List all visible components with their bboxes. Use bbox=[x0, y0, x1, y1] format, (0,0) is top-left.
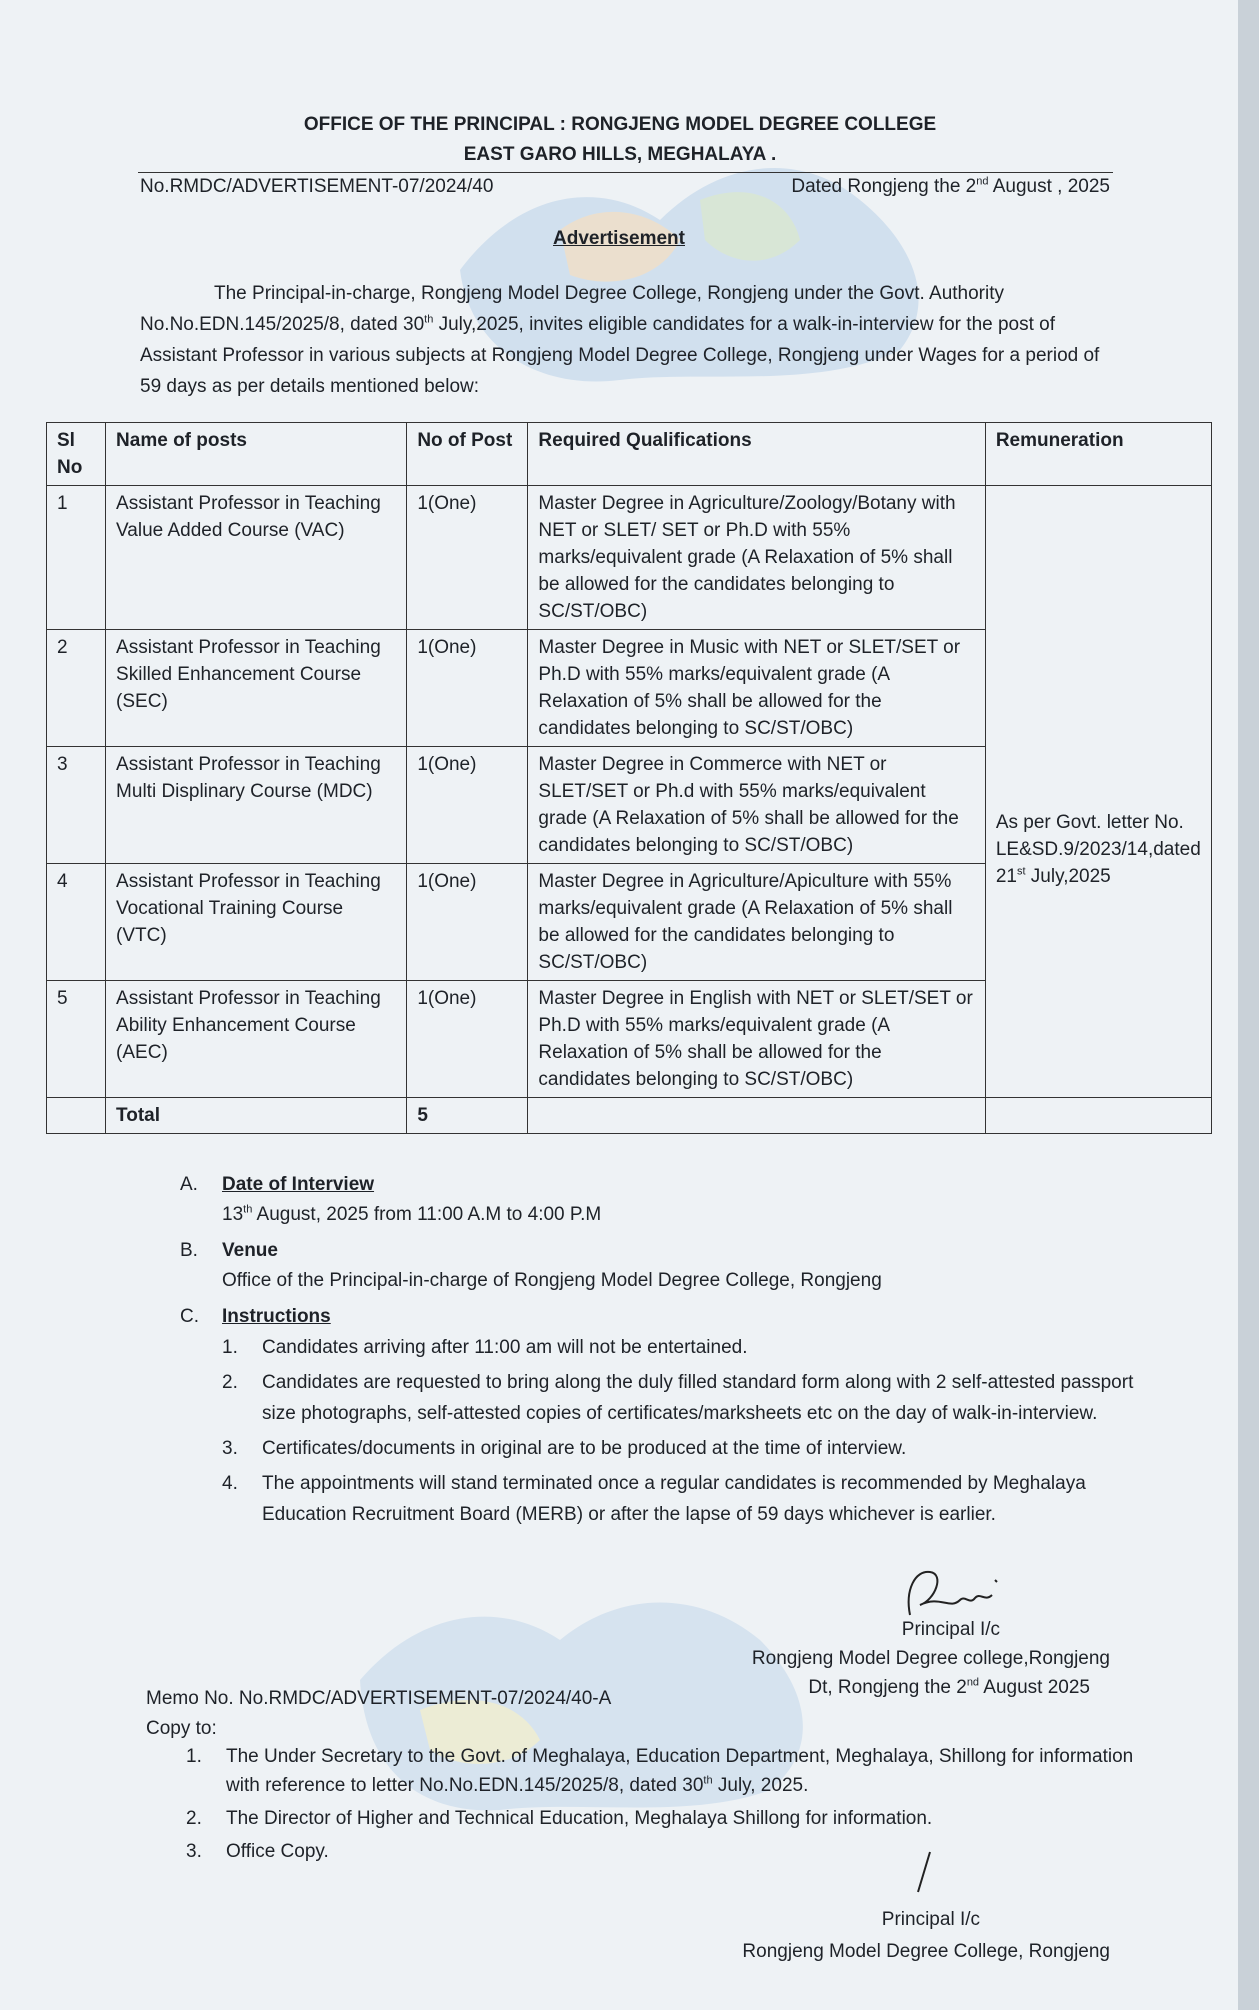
list-item: 3. Office Copy. bbox=[186, 1841, 329, 1862]
reference-date: Dated Rongjeng the 2nd August , 2025 bbox=[791, 175, 1110, 197]
signatory-date: Dt, Rongjeng the 2nd August 2025 bbox=[808, 1676, 1090, 1698]
posts-table bbox=[46, 422, 1212, 1134]
reference-line bbox=[140, 176, 1110, 198]
row-qualification: Master Degree in English with NET or SLET/SET or Ph.D with 55% marks/equivalent grade (A Relaxation of 5% shall be allowed for the candidates belonging to SC/ST/OBC) bbox=[528, 981, 985, 1098]
header-no-of-post: No of Post bbox=[407, 423, 528, 486]
total-value: 5 bbox=[407, 1098, 528, 1134]
copy-to-label: Copy to: bbox=[146, 1718, 217, 1739]
row-post-count: 1(One) bbox=[407, 981, 528, 1098]
signature-stroke-icon bbox=[908, 1848, 938, 1898]
signature-block-2 bbox=[620, 1904, 1110, 1968]
signatory-college-2: Rongjeng Model Degree College, Rongjeng bbox=[742, 1941, 1110, 1962]
intro-paragraph: The Principal-in-charge, Rongjeng Model Degree College, Rongjeng under the Govt. Authority No.No.EDN.145/2025/8, dated 30th July,2025, invites eligible candidates for a walk-in-interview for the post of Assistant Professor in various subjects at Rongjeng Model Degree College, Rongjeng under Wages for a period of 59 days as per details mentioned below: bbox=[140, 283, 1100, 397]
venue-title: Venue bbox=[222, 1240, 278, 1261]
list-item: 2. The Director of Higher and Technical Education, Meghalaya Shillong for information. bbox=[186, 1808, 933, 1829]
section-date: A. Date of Interview 13th August, 2025 from 11:00 A.M to 4:00 P.M bbox=[180, 1170, 1140, 1230]
list-item: 4. The appointments will stand terminated once a regular candidates is recommended by Meghalaya Education Recruitment Board (MERB) or after the lapse of 59 days whichever is earlier. bbox=[222, 1473, 1086, 1525]
table-total-row bbox=[47, 1098, 1212, 1134]
row-sl: 5 bbox=[47, 981, 106, 1098]
row-post-name: Assistant Professor in Teaching Skilled Enhancement Course (SEC) bbox=[106, 630, 407, 747]
signatory-title-2: Principal I/c bbox=[881, 1909, 980, 1930]
list-item: 1. Candidates arriving after 11:00 am will not be entertained. bbox=[222, 1337, 748, 1358]
total-label: Total bbox=[106, 1098, 407, 1134]
row-qualification: Master Degree in Commerce with NET or SLET/SET or Ph.d with 55% marks/equivalent grade (A Relaxation of 5% shall be allowed for the candidates belonging to SC/ST/OBC) bbox=[528, 747, 985, 864]
row-post-name: Assistant Professor in Teaching Multi Displinary Course (MDC) bbox=[106, 747, 407, 864]
interview-details bbox=[180, 1168, 1140, 1534]
row-post-count: 1(One) bbox=[407, 486, 528, 630]
header-name-of-posts: Name of posts bbox=[106, 423, 407, 486]
row-qualification: Master Degree in Agriculture/Zoology/Botany with NET or SLET/ SET or Ph.D with 55% marks/equivalent grade (A Relaxation of 5% shall be allowed for the candidates belonging to SC/ST/OBC) bbox=[528, 486, 985, 630]
row-sl: 2 bbox=[47, 630, 106, 747]
header-required-qualifications: Required Qualifications bbox=[528, 423, 985, 486]
signature-block-1 bbox=[650, 1615, 1110, 1702]
row-post-count: 1(One) bbox=[407, 630, 528, 747]
header-sl-no: Sl No bbox=[47, 423, 106, 486]
paper-edge bbox=[1238, 0, 1259, 2010]
section-venue: B. Venue Office of the Principal-in-charge of Rongjeng Model Degree College, Rongjeng bbox=[180, 1236, 1140, 1296]
row-sl: 4 bbox=[47, 864, 106, 981]
table-header-row bbox=[47, 423, 1212, 486]
section-instructions: C. Instructions 1. Candidates arriving after 11:00 am will not be entertained. 2. Candidates are requested to bring along the duly filled standard form along with 2 self-attested passport size photographs, self-attested copies of certificates/marksheets etc on the day of walk-in-interview. 3. Certificates/documents in original are to be produced at the time of interview. 4. The appointments will stand terminated once a regular candidates is recommended by Meghalaya Education Recruitment Board (MERB) or after the lapse of 59 days whichever is earlier. bbox=[180, 1302, 1140, 1534]
date-of-interview-title: Date of Interview bbox=[222, 1174, 375, 1195]
instructions-list bbox=[222, 1332, 1140, 1530]
signatory-college: Rongjeng Model Degree college,Rongjeng bbox=[751, 1648, 1110, 1669]
instructions-title: Instructions bbox=[222, 1306, 331, 1327]
signatory-title: Principal I/c bbox=[901, 1619, 1000, 1640]
table-row bbox=[47, 486, 1212, 630]
row-post-count: 1(One) bbox=[407, 747, 528, 864]
date-of-interview-text: 13th August, 2025 from 11:00 A.M to 4:00 P.M bbox=[222, 1203, 602, 1225]
list-item: 1. The Under Secretary to the Govt. of Meghalaya, Education Department, Meghalaya, Shillong for information with reference to letter No.No.EDN.145/2025/8, dated 30th July, 2025. bbox=[186, 1746, 1134, 1796]
header-remuneration: Remuneration bbox=[985, 423, 1211, 486]
office-header bbox=[130, 110, 1110, 170]
header-line-2: EAST GARO HILLS, MEGHALAYA . bbox=[463, 144, 777, 165]
header-rule bbox=[138, 172, 1113, 173]
row-sl: 1 bbox=[47, 486, 106, 630]
copy-to-list bbox=[186, 1742, 1146, 1870]
reference-number: No.RMDC/ADVERTISEMENT-07/2024/40 bbox=[140, 176, 494, 197]
list-item: 3. Certificates/documents in original are to be produced at the time of interview. bbox=[222, 1438, 907, 1459]
row-post-name: Assistant Professor in Teaching Vocational Training Course (VTC) bbox=[106, 864, 407, 981]
memo-block bbox=[146, 1684, 611, 1744]
list-item: 2. Candidates are requested to bring along the duly filled standard form along with 2 self-attested passport size photographs, self-attested copies of certificates/marksheets etc on the day of walk-in-interview. bbox=[222, 1372, 1134, 1424]
row-qualification: Master Degree in Music with NET or SLET/SET or Ph.D with 55% marks/equivalent grade (A Relaxation of 5% shall be allowed for the candidates belonging to SC/ST/OBC) bbox=[528, 630, 985, 747]
memo-number: Memo No. No.RMDC/ADVERTISEMENT-07/2024/40-A bbox=[146, 1688, 612, 1709]
row-post-name: Assistant Professor in Teaching Value Added Course (VAC) bbox=[106, 486, 407, 630]
venue-text: Office of the Principal-in-charge of Rongjeng Model Degree College, Rongjeng bbox=[222, 1270, 882, 1291]
row-post-name: Assistant Professor in Teaching Ability Enhancement Course (AEC) bbox=[106, 981, 407, 1098]
row-post-count: 1(One) bbox=[407, 864, 528, 981]
row-qualification: Master Degree in Agriculture/Apiculture with 55% marks/equivalent grade (A Relaxation of 5% shall be allowed for the candidates belonging to SC/ST/OBC) bbox=[528, 864, 985, 981]
row-sl: 3 bbox=[47, 747, 106, 864]
header-line-1: OFFICE OF THE PRINCIPAL : RONGJENG MODEL DEGREE COLLEGE bbox=[303, 114, 937, 135]
advertisement-title: Advertisement bbox=[553, 228, 685, 249]
remuneration-cell: As per Govt. letter No. LE&SD.9/2023/14,dated 21st July,2025 bbox=[985, 486, 1211, 1098]
